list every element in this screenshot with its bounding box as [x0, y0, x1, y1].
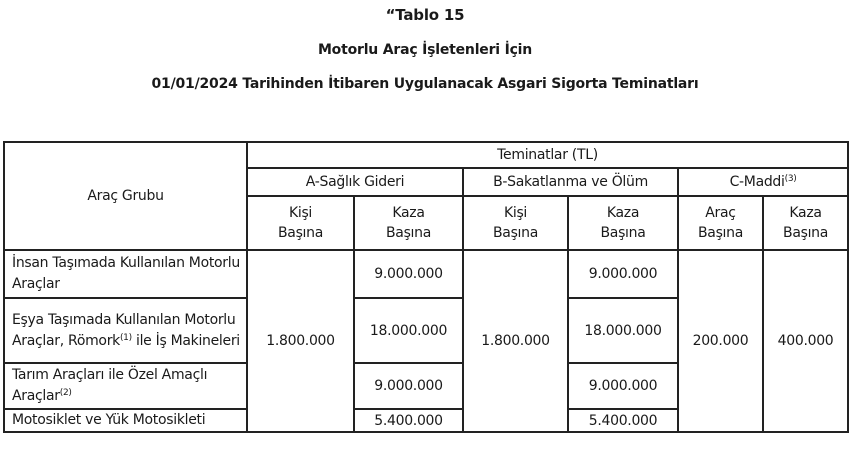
subheader-b-kaza: Kaza Başına [568, 196, 678, 250]
b-kaza-basina-value: 9.000.000 [568, 363, 678, 409]
arac-grubu-cell: Tarım Araçları ile Özel Amaçlı Araçlar$^{(2)}$ [4, 363, 247, 409]
arac-grubu-cell: Eşya Taşımada Kullanılan Motorlu Araçlar, Römork$^{(1)}$ ile İş Makineleri [4, 298, 247, 363]
table-number-title: “Tablo 15 [385, 6, 465, 24]
a-kaza-basina-value: 9.000.000 [354, 250, 463, 298]
b-kaza-basina-value: 5.400.000 [568, 409, 678, 432]
table-subtitle: Motorlu Araç İşletenleri İçin [317, 42, 533, 58]
footnote-ref-3: (3) [784, 174, 797, 184]
subheader-a-kaza: Kaza Başına [354, 196, 463, 250]
subheader-a-kisi: Kişi Başına [247, 196, 354, 250]
table-row [4, 250, 848, 298]
header-category-c: C-Maddi$^{(3)}$ [678, 168, 848, 196]
arac-grubu-cell: Motosiklet ve Yük Motosikleti [4, 409, 247, 432]
arac-grubu-cell: İnsan Taşımada Kullanılan Motorlu Araçlar [4, 250, 247, 298]
table-caption: 01/01/2024 Tarihinden İtibaren Uygulanacak Asgari Sigorta Teminatları [151, 76, 699, 92]
minimum-insurance-coverage-table [3, 141, 849, 433]
footnote-ref-1: (1) [119, 332, 132, 343]
b-kisi-basina-value: 1.800.000 [463, 250, 568, 432]
a-kisi-basina-value: 1.800.000 [247, 250, 354, 432]
header-arac-grubu: Araç Grubu [4, 142, 247, 250]
header-category-a: A-Sağlık Gideri [247, 168, 463, 196]
a-kaza-basina-value: 18.000.000 [354, 298, 463, 363]
subheader-c-kaza: Kaza Başına [763, 196, 848, 250]
footnote-ref-2: (2) [59, 388, 72, 398]
subheader-b-kisi: Kişi Başına [463, 196, 568, 250]
header-row-group [4, 142, 848, 168]
c-kaza-basina-value: 400.000 [763, 250, 848, 432]
c-arac-basina-value: 200.000 [678, 250, 763, 432]
subheader-c-arac: Araç Başına [678, 196, 763, 250]
header-teminatlar: Teminatlar (TL) [247, 142, 848, 168]
a-kaza-basina-value: 9.000.000 [354, 363, 463, 409]
header-category-b: B-Sakatlanma ve Ölüm [463, 168, 678, 196]
a-kaza-basina-value: 5.400.000 [354, 409, 463, 432]
b-kaza-basina-value: 18.000.000 [568, 298, 678, 363]
b-kaza-basina-value: 9.000.000 [568, 250, 678, 298]
